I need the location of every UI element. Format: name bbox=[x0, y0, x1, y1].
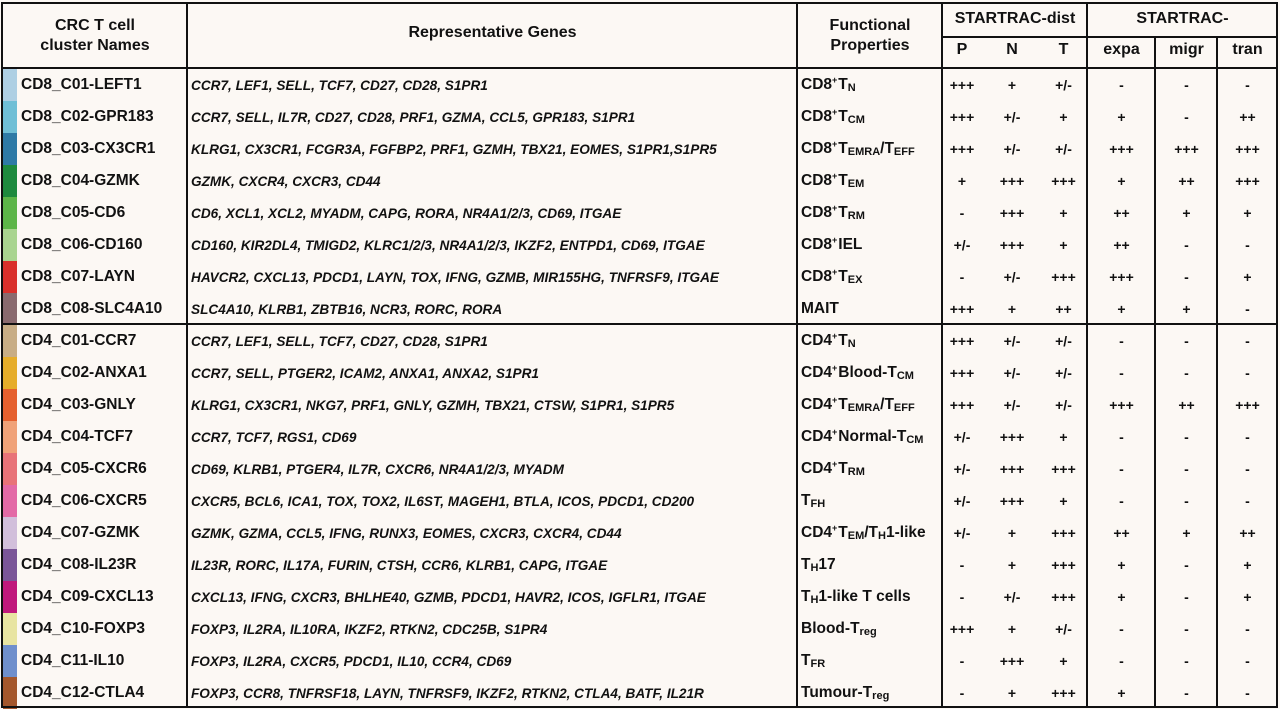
functional-property bbox=[798, 517, 943, 549]
score-expa: - bbox=[1119, 77, 1124, 93]
score-tran: - bbox=[1245, 429, 1250, 445]
col-divider-genes bbox=[186, 2, 188, 708]
score-tran: + bbox=[1243, 589, 1252, 605]
functional-property-part: 1-like bbox=[885, 524, 926, 541]
cluster-name: CD4_C04-TCF7 bbox=[21, 428, 133, 445]
representative-genes: FOXP3, IL2RA, CXCR5, PDCD1, IL10, CCR4, CD69 bbox=[191, 653, 512, 669]
startrac-sub-rule bbox=[943, 36, 1277, 38]
score-migr: - bbox=[1184, 77, 1189, 93]
header-sub-tran: tran bbox=[1232, 41, 1263, 58]
functional-property-part: H bbox=[878, 530, 886, 542]
score-expa: + bbox=[1117, 557, 1126, 573]
score-expa: ++ bbox=[1113, 205, 1130, 221]
representative-genes: CCR7, SELL, IL7R, CD27, CD28, PRF1, GZMA, CCL5, GPR183, S1PR1 bbox=[191, 109, 636, 125]
functional-property-part: CD8 bbox=[801, 108, 833, 125]
cluster-name: CD4_C10-FOXP3 bbox=[21, 620, 146, 637]
score-expa: - bbox=[1119, 621, 1124, 637]
score-expa: +++ bbox=[1109, 269, 1134, 285]
score-n: + bbox=[1007, 525, 1017, 541]
functional-property bbox=[798, 133, 943, 165]
score-n: + bbox=[1007, 685, 1017, 701]
functional-property-part: + bbox=[832, 459, 838, 469]
score-t: +/- bbox=[1055, 333, 1072, 349]
score-t: +/- bbox=[1055, 141, 1072, 157]
cluster-name: CD4_C06-CXCR5 bbox=[21, 492, 147, 509]
functional-property-part: RM bbox=[847, 466, 865, 478]
score-tran: +++ bbox=[1235, 141, 1260, 157]
score-tran: - bbox=[1245, 301, 1250, 317]
functional-property-part: H bbox=[810, 562, 819, 574]
functional-property-part: FH bbox=[810, 498, 826, 510]
functional-property-part: Tumour-T bbox=[801, 684, 873, 701]
score-tran: + bbox=[1243, 205, 1252, 221]
score-tran: - bbox=[1245, 621, 1250, 637]
functional-property-part: CD8 bbox=[801, 140, 833, 157]
functional-property bbox=[798, 165, 943, 197]
score-n: +/- bbox=[1003, 269, 1021, 285]
score-tran: - bbox=[1245, 461, 1250, 477]
table-border-left bbox=[1, 2, 3, 708]
functional-property-part: + bbox=[832, 267, 838, 277]
score-t: +++ bbox=[1051, 269, 1076, 285]
functional-property-part: EM bbox=[847, 530, 865, 542]
functional-property-part: T bbox=[838, 76, 848, 93]
score-tran: + bbox=[1243, 269, 1252, 285]
header-cluster-names-line2: cluster Names bbox=[40, 37, 150, 54]
cluster-name: CD8_C08-SLC4A10 bbox=[21, 300, 163, 317]
score-migr: +++ bbox=[1174, 141, 1199, 157]
score-migr: + bbox=[1182, 205, 1191, 221]
functional-property-part: EMRA bbox=[847, 402, 881, 414]
functional-property bbox=[798, 261, 943, 293]
representative-genes: CD160, KIR2DL4, TMIGD2, KLRC1/2/3, NR4A1/2/3, IKZF2, ENTPD1, CD69, ITGAE bbox=[191, 237, 705, 253]
functional-property-part: N bbox=[847, 338, 856, 350]
cluster-name: CD8_C05-CD6 bbox=[21, 204, 126, 221]
score-n: +++ bbox=[999, 173, 1025, 189]
functional-property-part: CM bbox=[847, 114, 865, 126]
header-functional-line2: Properties bbox=[830, 37, 910, 54]
score-migr: - bbox=[1184, 109, 1189, 125]
header-startrac-dist: STARTRAC-dist bbox=[954, 10, 1076, 27]
score-p: +++ bbox=[949, 301, 975, 317]
score-expa: - bbox=[1119, 461, 1124, 477]
functional-property bbox=[798, 389, 943, 421]
functional-property bbox=[798, 485, 943, 517]
functional-property-part: Normal-T bbox=[838, 428, 907, 445]
functional-property-part: T bbox=[838, 460, 848, 477]
col-divider-startrac bbox=[1086, 2, 1088, 708]
cluster-name: CD4_C01-CCR7 bbox=[21, 332, 137, 349]
score-expa: + bbox=[1117, 685, 1126, 701]
score-tran: - bbox=[1245, 493, 1250, 509]
functional-property-part: T bbox=[838, 108, 848, 125]
score-n: +++ bbox=[999, 653, 1025, 669]
header-functional-properties bbox=[798, 4, 942, 68]
header-representative-genes: Representative Genes bbox=[408, 24, 577, 41]
functional-property-part: FR bbox=[810, 658, 826, 670]
functional-property bbox=[798, 101, 943, 133]
representative-genes: CXCL13, IFNG, CXCR3, BHLHE40, GZMB, PDCD1, HAVR2, ICOS, IGFLR1, ITGAE bbox=[191, 589, 706, 605]
functional-property bbox=[798, 549, 943, 581]
score-t: + bbox=[1059, 205, 1068, 221]
functional-property-part: EM bbox=[847, 178, 865, 190]
score-migr: - bbox=[1184, 589, 1189, 605]
col-divider-migr bbox=[1154, 36, 1156, 708]
functional-property-part: T bbox=[838, 524, 848, 541]
functional-property bbox=[798, 325, 943, 357]
score-t: +++ bbox=[1051, 525, 1076, 541]
score-migr: + bbox=[1182, 525, 1191, 541]
cluster-name: CD4_C05-CXCR6 bbox=[21, 460, 147, 477]
header-sub-t: T bbox=[1058, 41, 1069, 58]
representative-genes: KLRG1, CX3CR1, NKG7, PRF1, GNLY, GZMH, TBX21, CTSW, S1PR1, S1PR5 bbox=[191, 397, 675, 413]
score-n: +/- bbox=[1003, 397, 1021, 413]
score-n: + bbox=[1007, 77, 1017, 93]
score-n: +++ bbox=[999, 429, 1025, 445]
functional-property-part: + bbox=[832, 395, 838, 405]
score-tran: - bbox=[1245, 237, 1250, 253]
functional-property bbox=[798, 677, 943, 709]
score-n: +/- bbox=[1003, 365, 1021, 381]
functional-property-part: CD8 bbox=[801, 268, 833, 285]
functional-property-part: EX bbox=[847, 274, 863, 286]
score-n: +++ bbox=[999, 205, 1025, 221]
cluster-name: CD4_C03-GNLY bbox=[21, 396, 136, 413]
score-expa: + bbox=[1117, 301, 1126, 317]
functional-property-part: EMRA bbox=[847, 146, 881, 158]
functional-property-part: reg bbox=[872, 690, 890, 702]
score-tran: ++ bbox=[1239, 525, 1256, 541]
functional-property-part: T bbox=[801, 492, 811, 509]
score-migr: - bbox=[1184, 429, 1189, 445]
score-p: - bbox=[959, 269, 965, 285]
score-p: +++ bbox=[949, 141, 975, 157]
score-t: +/- bbox=[1055, 397, 1072, 413]
score-p: + bbox=[957, 173, 967, 189]
score-n: +++ bbox=[999, 461, 1025, 477]
functional-property bbox=[798, 421, 943, 453]
score-tran: - bbox=[1245, 685, 1250, 701]
functional-property-part: EFF bbox=[893, 146, 915, 158]
functional-property-part: reg bbox=[859, 626, 877, 638]
score-tran: + bbox=[1243, 557, 1252, 573]
score-tran: - bbox=[1245, 333, 1250, 349]
functional-property bbox=[798, 581, 943, 613]
functional-property-part: + bbox=[832, 427, 838, 437]
score-n: + bbox=[1007, 621, 1017, 637]
cluster-name: CD8_C01-LEFT1 bbox=[21, 76, 142, 93]
score-migr: - bbox=[1184, 557, 1189, 573]
score-migr: - bbox=[1184, 685, 1189, 701]
representative-genes: FOXP3, IL2RA, IL10RA, IKZF2, RTKN2, CDC25B, S1PR4 bbox=[191, 621, 548, 637]
score-expa: + bbox=[1117, 109, 1126, 125]
functional-property-part: + bbox=[832, 523, 838, 533]
table-border-right bbox=[1276, 2, 1278, 708]
score-migr: - bbox=[1184, 365, 1189, 381]
representative-genes: HAVCR2, CXCL13, PDCD1, LAYN, TOX, IFNG, GZMB, MIR155HG, TNFRSF9, ITGAE bbox=[191, 269, 719, 285]
header-sub-n: N bbox=[1006, 41, 1018, 58]
score-p: +/- bbox=[953, 237, 971, 253]
score-t: + bbox=[1059, 109, 1068, 125]
functional-property bbox=[798, 453, 943, 485]
score-n: +/- bbox=[1003, 109, 1021, 125]
functional-property-part: 17 bbox=[818, 556, 836, 573]
score-t: +/- bbox=[1055, 77, 1072, 93]
representative-genes: CCR7, SELL, PTGER2, ICAM2, ANXA1, ANXA2, S1PR1 bbox=[191, 365, 539, 381]
cluster-name: CD8_C04-GZMK bbox=[21, 172, 140, 189]
score-tran: - bbox=[1245, 77, 1250, 93]
score-migr: - bbox=[1184, 461, 1189, 477]
score-n: +++ bbox=[999, 237, 1025, 253]
cluster-name: CD4_C07-GZMK bbox=[21, 524, 140, 541]
score-n: +/- bbox=[1003, 589, 1021, 605]
score-migr: - bbox=[1184, 237, 1189, 253]
score-p: +++ bbox=[949, 397, 975, 413]
functional-property-part: /T bbox=[864, 524, 879, 541]
functional-property-part: /T bbox=[880, 396, 894, 413]
score-p: +/- bbox=[953, 461, 971, 477]
score-p: - bbox=[959, 205, 965, 221]
functional-property-part: H bbox=[810, 594, 819, 606]
header-cluster-names bbox=[3, 4, 187, 68]
score-n: +++ bbox=[999, 493, 1025, 509]
score-tran: - bbox=[1245, 365, 1250, 381]
cluster-name: CD4_C09-CXCL13 bbox=[21, 588, 154, 605]
header-sub-p: P bbox=[956, 41, 968, 58]
score-expa: +++ bbox=[1109, 141, 1134, 157]
score-n: +/- bbox=[1003, 333, 1021, 349]
score-migr: ++ bbox=[1178, 397, 1195, 413]
functional-property bbox=[798, 293, 943, 325]
score-tran: - bbox=[1245, 653, 1250, 669]
functional-property-part: /T bbox=[880, 140, 894, 157]
score-t: + bbox=[1059, 493, 1068, 509]
representative-genes: CCR7, TCF7, RGS1, CD69 bbox=[191, 429, 357, 445]
score-expa: - bbox=[1119, 365, 1124, 381]
score-t: + bbox=[1059, 653, 1068, 669]
cluster-name: CD8_C06-CD160 bbox=[21, 236, 143, 253]
functional-property-part: CD4 bbox=[801, 428, 833, 445]
score-migr: - bbox=[1184, 653, 1189, 669]
cluster-name: CD8_C07-LAYN bbox=[21, 268, 135, 285]
functional-property-part: CD8 bbox=[801, 204, 833, 221]
score-migr: - bbox=[1184, 621, 1189, 637]
score-migr: ++ bbox=[1178, 173, 1195, 189]
score-n: +/- bbox=[1003, 141, 1021, 157]
score-expa: + bbox=[1117, 589, 1126, 605]
score-p: +++ bbox=[949, 77, 975, 93]
functional-property-part: T bbox=[838, 332, 848, 349]
score-expa: ++ bbox=[1113, 237, 1130, 253]
representative-genes: SLC4A10, KLRB1, ZBTB16, NCR3, RORC, RORA bbox=[191, 301, 503, 317]
functional-property-part: RM bbox=[847, 210, 865, 222]
representative-genes: GZMK, GZMA, CCL5, IFNG, RUNX3, EOMES, CXCR3, CXCR4, CD44 bbox=[191, 525, 622, 541]
functional-property-part: CD8 bbox=[801, 172, 833, 189]
representative-genes: IL23R, RORC, IL17A, FURIN, CTSH, CCR6, KLRB1, CAPG, ITGAE bbox=[191, 557, 608, 573]
cluster-name: CD4_C11-IL10 bbox=[21, 652, 125, 669]
score-migr: - bbox=[1184, 269, 1189, 285]
functional-property-part: IEL bbox=[838, 236, 863, 253]
cluster-name: CD4_C02-ANXA1 bbox=[21, 364, 147, 381]
score-expa: + bbox=[1117, 173, 1126, 189]
score-p: - bbox=[959, 557, 965, 573]
score-migr: - bbox=[1184, 493, 1189, 509]
functional-property bbox=[798, 197, 943, 229]
score-expa: ++ bbox=[1113, 525, 1130, 541]
col-divider-startrac-dist bbox=[941, 2, 943, 708]
functional-property-part: 1-like T cells bbox=[818, 588, 911, 605]
functional-property-part: CD4 bbox=[801, 332, 833, 349]
header-startrac: STARTRAC- bbox=[1136, 10, 1229, 27]
col-divider-functional bbox=[796, 2, 798, 708]
score-t: +/- bbox=[1055, 621, 1072, 637]
functional-property-part: + bbox=[832, 331, 838, 341]
functional-property-part: + bbox=[832, 235, 838, 245]
functional-property-part: T bbox=[838, 140, 848, 157]
functional-property-part: T bbox=[801, 652, 811, 669]
cluster-name: CD4_C08-IL23R bbox=[21, 556, 137, 573]
functional-property-part: + bbox=[832, 171, 838, 181]
score-p: +++ bbox=[949, 333, 975, 349]
functional-property-part: CD8 bbox=[801, 236, 833, 253]
score-p: +/- bbox=[953, 525, 971, 541]
functional-property-part: CD4 bbox=[801, 396, 833, 413]
score-migr: + bbox=[1182, 301, 1191, 317]
score-t: +++ bbox=[1051, 557, 1076, 573]
functional-property bbox=[798, 69, 943, 101]
functional-property-part: T bbox=[838, 396, 848, 413]
functional-property-part: CM bbox=[906, 434, 924, 446]
functional-property-part: CM bbox=[896, 370, 914, 382]
representative-genes: FOXP3, CCR8, TNFRSF18, LAYN, TNFRSF9, IKZF2, RTKN2, CTLA4, BATF, IL21R bbox=[191, 685, 704, 701]
score-p: - bbox=[959, 653, 965, 669]
score-p: +++ bbox=[949, 365, 975, 381]
score-p: - bbox=[959, 589, 965, 605]
functional-property-part: Blood-T bbox=[801, 620, 860, 637]
representative-genes: KLRG1, CX3CR1, FCGR3A, FGFBP2, PRF1, GZMH, TBX21, EOMES, S1PR1,S1PR5 bbox=[191, 141, 717, 157]
score-expa: - bbox=[1119, 429, 1124, 445]
functional-property-part: CD4 bbox=[801, 460, 833, 477]
functional-property-part: MAIT bbox=[801, 300, 839, 317]
score-tran: +++ bbox=[1235, 173, 1260, 189]
functional-property bbox=[798, 357, 943, 389]
functional-property-part: EFF bbox=[893, 402, 915, 414]
score-p: - bbox=[959, 685, 965, 701]
cluster-name: CD4_C12-CTLA4 bbox=[21, 684, 145, 701]
col-divider-tran bbox=[1216, 36, 1218, 708]
functional-property-part: T bbox=[838, 172, 848, 189]
header-functional-line1: Functional bbox=[829, 17, 911, 34]
functional-property-part: + bbox=[832, 363, 838, 373]
representative-genes: GZMK, CXCR4, CXCR3, CD44 bbox=[191, 173, 381, 189]
score-p: +++ bbox=[949, 621, 975, 637]
score-tran: +++ bbox=[1235, 397, 1260, 413]
representative-genes: CXCR5, BCL6, ICA1, TOX, TOX2, IL6ST, MAGEH1, BTLA, ICOS, PDCD1, CD200 bbox=[191, 493, 695, 509]
score-t: + bbox=[1059, 429, 1068, 445]
representative-genes: CCR7, LEF1, SELL, TCF7, CD27, CD28, S1PR1 bbox=[191, 77, 488, 93]
score-n: + bbox=[1007, 301, 1017, 317]
functional-property bbox=[798, 645, 943, 677]
header-sub-expa: expa bbox=[1103, 41, 1140, 58]
score-p: +/- bbox=[953, 429, 971, 445]
score-expa: +++ bbox=[1109, 397, 1134, 413]
functional-property-part: T bbox=[801, 588, 811, 605]
score-t: ++ bbox=[1055, 301, 1072, 317]
score-t: + bbox=[1059, 237, 1068, 253]
functional-property-part: Blood-T bbox=[838, 364, 897, 381]
score-t: +++ bbox=[1051, 685, 1076, 701]
header-cluster-names-line1: CRC T cell bbox=[54, 17, 135, 34]
score-t: +++ bbox=[1051, 461, 1076, 477]
cluster-name: CD8_C02-GPR183 bbox=[21, 108, 154, 125]
representative-genes: CCR7, LEF1, SELL, TCF7, CD27, CD28, S1PR1 bbox=[191, 333, 488, 349]
functional-property-part: CD8 bbox=[801, 76, 833, 93]
score-expa: - bbox=[1119, 653, 1124, 669]
functional-property-part: + bbox=[832, 203, 838, 213]
representative-genes: CD6, XCL1, XCL2, MYADM, CAPG, RORA, NR4A1/2/3, CD69, ITGAE bbox=[191, 205, 622, 221]
representative-genes: CD69, KLRB1, PTGER4, IL7R, CXCR6, NR4A1/2/3, MYADM bbox=[191, 461, 564, 477]
score-expa: - bbox=[1119, 333, 1124, 349]
score-tran: ++ bbox=[1239, 109, 1256, 125]
score-p: +/- bbox=[953, 493, 971, 509]
score-expa: - bbox=[1119, 493, 1124, 509]
functional-property-part: T bbox=[801, 556, 811, 573]
score-t: +++ bbox=[1051, 173, 1076, 189]
functional-property-part: + bbox=[832, 139, 838, 149]
score-p: +++ bbox=[949, 109, 975, 125]
score-t: +++ bbox=[1051, 589, 1076, 605]
cluster-name: CD8_C03-CX3CR1 bbox=[21, 140, 156, 157]
score-migr: - bbox=[1184, 333, 1189, 349]
functional-property-part: CD4 bbox=[801, 524, 833, 541]
functional-property-part: T bbox=[838, 204, 848, 221]
functional-property-part: N bbox=[847, 82, 856, 94]
functional-property bbox=[798, 229, 943, 261]
functional-property-part: + bbox=[832, 75, 838, 85]
functional-property-part: CD4 bbox=[801, 364, 833, 381]
score-t: +/- bbox=[1055, 365, 1072, 381]
functional-property-part: + bbox=[832, 107, 838, 117]
functional-property-part: T bbox=[838, 268, 848, 285]
header-sub-migr: migr bbox=[1169, 41, 1204, 58]
score-n: + bbox=[1007, 557, 1017, 573]
functional-property bbox=[798, 613, 943, 645]
